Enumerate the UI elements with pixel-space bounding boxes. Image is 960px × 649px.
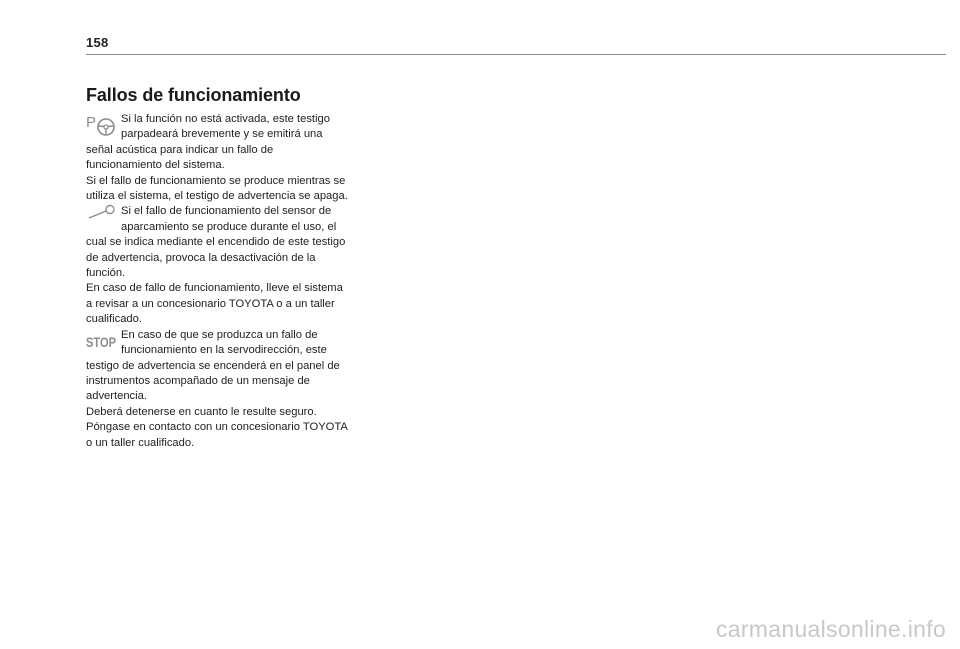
stop-icon-text: STOP <box>86 333 116 350</box>
stop-warning-block <box>86 328 348 405</box>
page-number: 158 <box>86 35 109 50</box>
paragraph-1: Si la función no está activada, este testigo parpadeará brevemente y se emitirá una señal acústica para indicar un fallo de funcionamiento del sistema. <box>86 113 330 172</box>
parking-steering-warning-block <box>86 112 348 174</box>
paragraph-7: Póngase en contacto con un concesionario TOYOTA o un taller cualificado. <box>86 421 348 449</box>
wrench-warning-icon <box>86 204 120 232</box>
parking-steering-warning-icon <box>86 112 120 140</box>
stop-warning-icon <box>86 328 120 352</box>
main-content <box>86 84 348 451</box>
watermark: carmanualsonline.info <box>715 616 946 642</box>
paragraph-3: Si el fallo de funcionamiento del sensor de aparcamiento se produce durante el uso, el cual se indica mediante el encendido de este testigo de advertencia, provoca la desactivación de la función. <box>86 205 346 280</box>
wrench-warning-block <box>86 204 348 281</box>
header-divider <box>86 54 946 55</box>
paragraph-2: Si el fallo de funcionamiento se produce mientras se utiliza el sistema, el testigo de advertencia se apaga. <box>86 174 348 203</box>
paragraph-4: En caso de fallo de funcionamiento, lleve el sistema a revisar a un concesionario TOYOTA o a un taller cualificado. <box>86 282 343 326</box>
paragraph-6: Deberá detenerse en cuanto le resulte seguro. <box>86 405 317 418</box>
section-title: Fallos de funcionamiento <box>86 85 301 105</box>
paragraph-5: En caso de que se produzca un fallo de funcionamiento en la servodirección, este testigo de advertencia se encenderá en el panel de instrumentos acompañado de un mensaje de advertencia. <box>86 328 340 403</box>
svg-text:P: P <box>86 114 97 131</box>
